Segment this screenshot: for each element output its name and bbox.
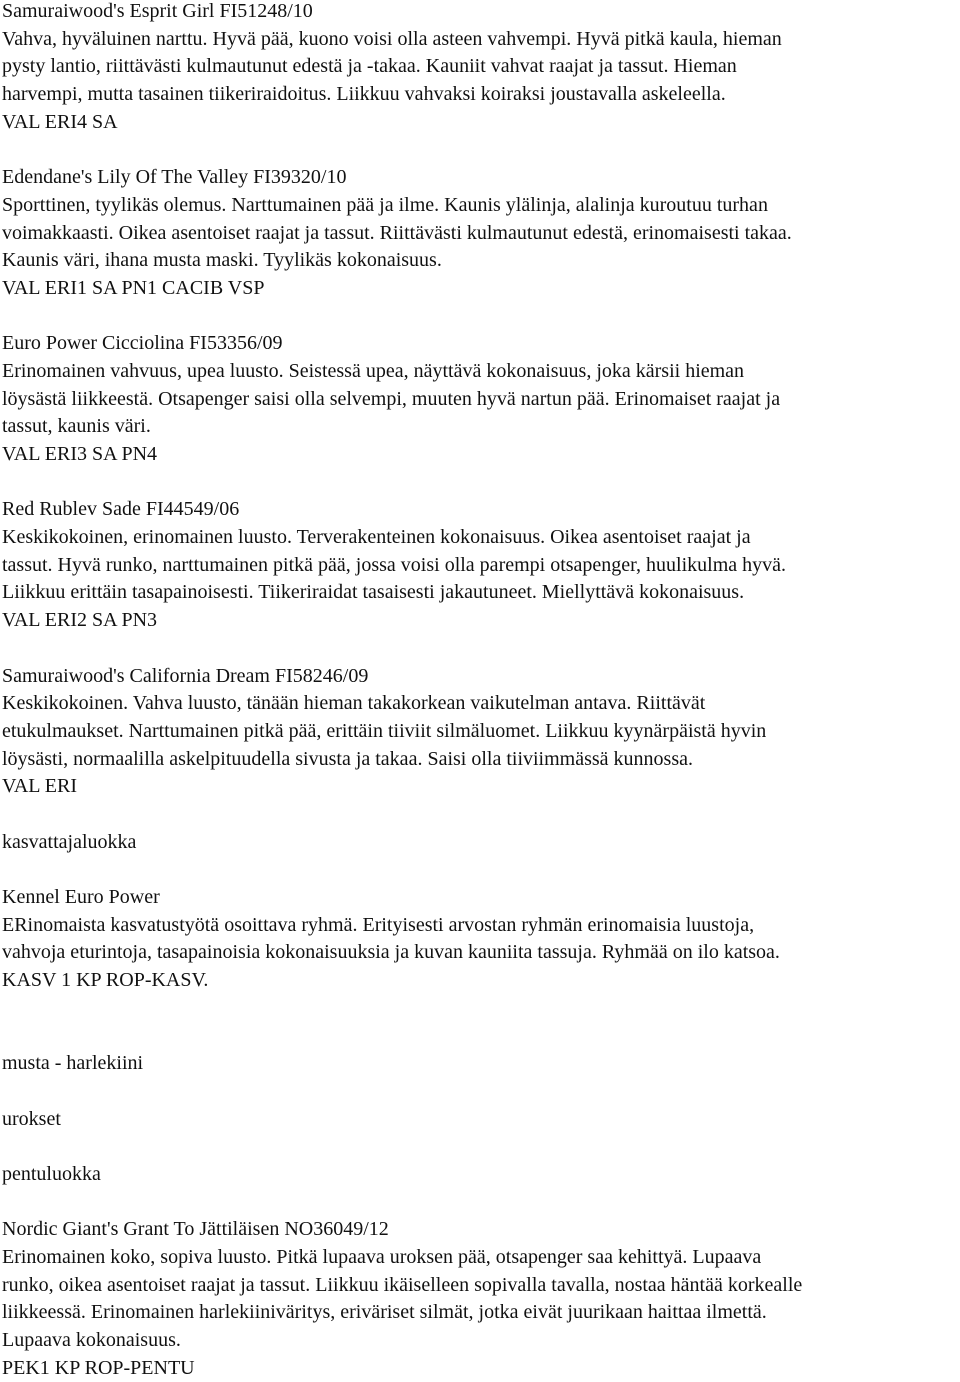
spacer [2,1189,958,1217]
result-line: VAL ERI2 SA PN3 [2,609,158,632]
dog-title: Samuraiwood's Esprit Girl FI51248/10 [2,0,313,22]
dog-entry [2,663,958,801]
critique-line: löysästi, normaalilla askelpituudella sivusta ja takaa. Saisi olla tiiviimmässä kunnossa. [2,747,693,770]
critique-line: tassut, kaunis väri. [2,415,151,438]
result-line: VAL ERI4 SA [2,110,118,133]
spacer [2,469,958,497]
document-body [2,0,958,1382]
critique-line: Liikkuu erittäin tasapainoisesti. Tiikeriraidat tasaisesti jakautuneet. Miellyttävä kokonaisuus. [2,581,745,604]
kennel-title: Kennel Euro Power [2,886,160,908]
breeder-entry [2,884,958,995]
dog-entry [2,164,958,302]
critique-line: runko, oikea asentoiset raajat ja tassut. Liikkuu ikäiselleen sopivalla tavalla, nostaa häntää korkealle [2,1273,803,1296]
dog-title: Euro Power Cicciolina FI53356/09 [2,332,283,355]
dog-entry [2,0,958,136]
critique-line: pysty lantio, riittävästi kulmautunut edestä ja -takaa. Kauniit vahvat raajat ja tassut. Hieman [2,55,737,78]
class-heading: pentuluokka [2,1162,101,1185]
result-line: VAL ERI [2,775,77,798]
spacer [2,303,958,331]
critique-line: Keskikokoinen. Vahva luusto, tänään hieman takakorkean vaikutelman antava. Riittävät [2,692,706,715]
sex-heading: urokset [2,1107,61,1130]
critique-line: löysästä liikkeestä. Otsapenger saisi olla selvempi, muuten hyvä nartun pää. Erinomaiset raajat ja [2,387,781,410]
dog-entry [2,330,958,468]
result-line: KASV 1 KP ROP-KASV. [2,969,209,992]
spacer [2,1133,958,1161]
spacer [2,801,958,829]
result-line: PEK1 KP ROP-PENTU [2,1356,195,1379]
critique-line: etukulmaukset. Narttumainen pitkä pää, erittäin tiiviit silmäluomet. Liikkuu kyynärpäistä hyvin [2,719,767,742]
critique-line: Kaunis väri, ihana musta maski. Tyylikäs kokonaisuus. [2,249,442,272]
spacer [2,995,958,1050]
critique-line: Erinomainen koko, sopiva luusto. Pitkä lupaava uroksen pää, otsapenger saa kehittyä. Lupaava [2,1245,762,1268]
spacer [2,136,958,164]
critique-line: liikkeessä. Erinomainen harlekiiniväritys, eriväriset silmät, jotka eivät juurikaan haittaa ilmettä. [2,1301,767,1324]
critique-line: ERinomaista kasvatustyötä osoittava ryhmä. Erityisesti arvostan ryhmän erinomaisia luustoja, [2,913,755,936]
critique-line: voimakkaasti. Oikea asentoiset raajat ja tassut. Riittävästi kulmautunut edestä, erinomaisesti takaa. [2,221,792,244]
dog-title: Samuraiwood's California Dream FI58246/09 [2,664,369,687]
critique-line: Sporttinen, tyylikäs olemus. Narttumainen pää ja ilme. Kaunis ylälinja, alalinja kuroutuu turhan [2,193,768,216]
color-heading: musta - harlekiini [2,1052,144,1075]
critique-line: Vahva, hyväluinen narttu. Hyvä pää, kuono voisi olla asteen vahvempi. Hyvä pitkä kaula, hieman [2,27,782,50]
dog-title: Nordic Giant's Grant To Jättiläisen NO36049/12 [2,1218,389,1241]
critique-line: vahvoja eturintoja, tasapainoisia kokonaisuuksia ja kuvan kauniita tassuja. Ryhmää on ilo katsoa. [2,941,780,964]
critique-line: tassut. Hyvä runko, narttumainen pitkä pää, jossa voisi olla parempi otsapenger, huulikulma hyvä. [2,553,787,576]
section-heading-breeder-class: kasvattajaluokka [2,830,137,853]
critique-line: Lupaava kokonaisuus. [2,1329,181,1352]
spacer [2,856,958,884]
dog-title: Red Rublev Sade FI44549/06 [2,498,240,521]
result-line: VAL ERI3 SA PN4 [2,443,158,465]
spacer [2,1078,958,1106]
spacer [2,635,958,663]
critique-line: harvempi, mutta tasainen tiikeriraidoitus. Liikkuu vahvaksi koiraksi joustavalla askeleella. [2,83,726,106]
dog-title: Edendane's Lily Of The Valley FI39320/10 [2,166,347,189]
result-line: VAL ERI1 SA PN1 CACIB VSP [2,276,265,299]
critique-line: Keskikokoinen, erinomainen luusto. Terverakenteinen kokonaisuus. Oikea asentoiset raajat ja [2,526,751,549]
critique-line: Erinomainen vahvuus, upea luusto. Seistessä upea, näyttävä kokonaisuus, joka kärsii hieman [2,359,745,382]
dog-entry [2,496,958,634]
dog-entry [2,1216,958,1382]
